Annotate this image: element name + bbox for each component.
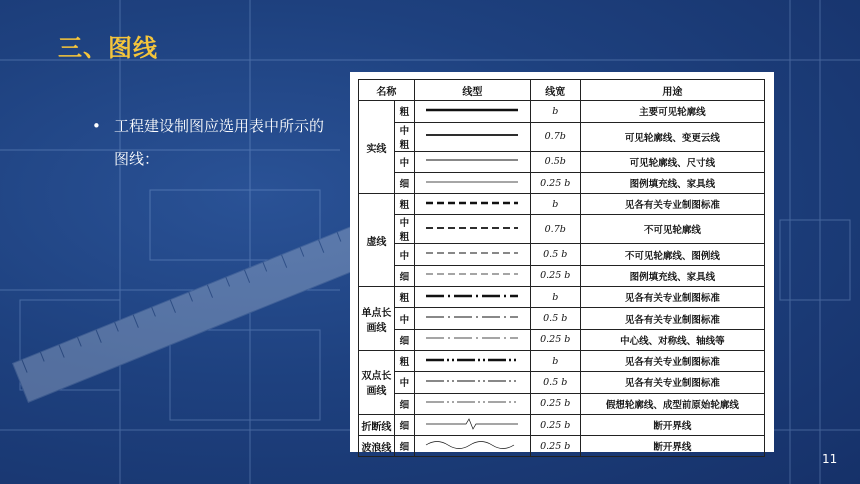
- line-subtype: 细: [394, 265, 414, 286]
- line-style-cell: [414, 194, 530, 215]
- line-style-cell: [414, 393, 530, 414]
- line-sample: [422, 129, 522, 141]
- table-row: [359, 372, 765, 393]
- line-width: 0.7b: [530, 215, 580, 244]
- bullet-point: [92, 110, 332, 176]
- table-row: [359, 244, 765, 265]
- table-row: [359, 414, 765, 435]
- line-subtype: 细: [394, 393, 414, 414]
- line-subtype: 中: [394, 244, 414, 265]
- table-row: [359, 393, 765, 414]
- table-row: [359, 172, 765, 193]
- line-sample: [422, 247, 522, 259]
- line-style-cell: [414, 287, 530, 308]
- header-name: 名称: [359, 80, 415, 101]
- line-usage: 图例填充线、家具线: [580, 265, 764, 286]
- line-subtype: 细: [394, 329, 414, 350]
- line-usage: 见各有关专业制图标准: [580, 372, 764, 393]
- line-usage: 可见轮廓线、变更云线: [580, 122, 764, 151]
- line-style-cell: [414, 244, 530, 265]
- line-subtype: 细: [394, 414, 414, 435]
- line-style-cell: [414, 308, 530, 329]
- line-group-name: 折断线: [359, 414, 395, 435]
- line-group-name: 虚线: [359, 194, 395, 287]
- table-row: [359, 308, 765, 329]
- line-sample: [422, 197, 522, 209]
- line-sample: [422, 396, 522, 408]
- line-usage: 主要可见轮廓线: [580, 101, 764, 122]
- table-row: [359, 151, 765, 172]
- line-sample: [422, 154, 522, 166]
- line-style-cell: [414, 215, 530, 244]
- line-sample: [422, 104, 522, 116]
- table-row: [359, 329, 765, 350]
- table-row: [359, 287, 765, 308]
- line-usage: 断开界线: [580, 414, 764, 435]
- line-sample: [422, 418, 522, 430]
- line-sample: [422, 222, 522, 234]
- table-row: [359, 436, 765, 457]
- line-style-cell: [414, 151, 530, 172]
- line-subtype: 中: [394, 308, 414, 329]
- header-usage: 用途: [580, 80, 764, 101]
- line-group-name: 双点长画线: [359, 350, 395, 414]
- line-width: 0.5b: [530, 151, 580, 172]
- table-header-row: [359, 80, 765, 101]
- header-line-width: 线宽: [530, 80, 580, 101]
- bullet-symbol: •: [92, 117, 101, 135]
- line-usage: 不可见轮廓线、图例线: [580, 244, 764, 265]
- line-subtype: 粗: [394, 287, 414, 308]
- line-sample: [422, 375, 522, 387]
- page-number: 11: [822, 452, 838, 466]
- line-style-cell: [414, 436, 530, 457]
- line-usage: 断开界线: [580, 436, 764, 457]
- line-width: 0.25 b: [530, 265, 580, 286]
- line-width: 0.25 b: [530, 414, 580, 435]
- line-usage: 假想轮廓线、成型前原始轮廓线: [580, 393, 764, 414]
- line-subtype: 粗: [394, 101, 414, 122]
- line-usage: 见各有关专业制图标准: [580, 194, 764, 215]
- line-subtype: 粗: [394, 350, 414, 371]
- line-group-name: 单点长画线: [359, 287, 395, 351]
- line-width: 0.7b: [530, 122, 580, 151]
- line-width: 0.25 b: [530, 172, 580, 193]
- line-subtype: 中粗: [394, 215, 414, 244]
- line-width: 0.5 b: [530, 244, 580, 265]
- line-width: b: [530, 350, 580, 371]
- line-usage: 图例填充线、家具线: [580, 172, 764, 193]
- line-usage: 见各有关专业制图标准: [580, 308, 764, 329]
- line-sample: [422, 268, 522, 280]
- line-sample: [422, 290, 522, 302]
- table-row: [359, 194, 765, 215]
- line-style-cell: [414, 172, 530, 193]
- line-style-cell: [414, 101, 530, 122]
- line-style-cell: [414, 372, 530, 393]
- line-subtype: 细: [394, 436, 414, 457]
- line-sample: [422, 176, 522, 188]
- line-usage: 中心线、对称线、轴线等: [580, 329, 764, 350]
- line-style-cell: [414, 122, 530, 151]
- line-subtype: 细: [394, 172, 414, 193]
- bullet-text: 工程建设制图应选用表中所示的图线：: [114, 117, 325, 168]
- table-row: [359, 101, 765, 122]
- line-width: 0.25 b: [530, 329, 580, 350]
- table-row: [359, 350, 765, 371]
- line-subtype: 粗: [394, 194, 414, 215]
- line-style-cell: [414, 265, 530, 286]
- table-row: [359, 265, 765, 286]
- line-type-table-panel: [350, 72, 774, 452]
- line-sample: [422, 439, 522, 451]
- line-sample: [422, 332, 522, 344]
- line-style-cell: [414, 329, 530, 350]
- slide-title: 三、图线: [58, 34, 158, 62]
- header-line-type: 线型: [414, 80, 530, 101]
- line-type-table: [358, 79, 765, 457]
- line-style-cell: [414, 350, 530, 371]
- table-row: [359, 122, 765, 151]
- line-sample: [422, 354, 522, 366]
- line-group-name: 波浪线: [359, 436, 395, 457]
- line-subtype: 中: [394, 372, 414, 393]
- line-sample: [422, 311, 522, 323]
- line-width: 0.25 b: [530, 436, 580, 457]
- line-width: 0.25 b: [530, 393, 580, 414]
- line-usage: 不可见轮廓线: [580, 215, 764, 244]
- line-subtype: 中粗: [394, 122, 414, 151]
- line-width: b: [530, 287, 580, 308]
- table-row: [359, 215, 765, 244]
- line-width: b: [530, 194, 580, 215]
- line-subtype: 中: [394, 151, 414, 172]
- line-width: 0.5 b: [530, 308, 580, 329]
- line-width: b: [530, 101, 580, 122]
- line-usage: 见各有关专业制图标准: [580, 287, 764, 308]
- line-width: 0.5 b: [530, 372, 580, 393]
- line-usage: 见各有关专业制图标准: [580, 350, 764, 371]
- line-usage: 可见轮廓线、尺寸线: [580, 151, 764, 172]
- line-style-cell: [414, 414, 530, 435]
- line-group-name: 实线: [359, 101, 395, 194]
